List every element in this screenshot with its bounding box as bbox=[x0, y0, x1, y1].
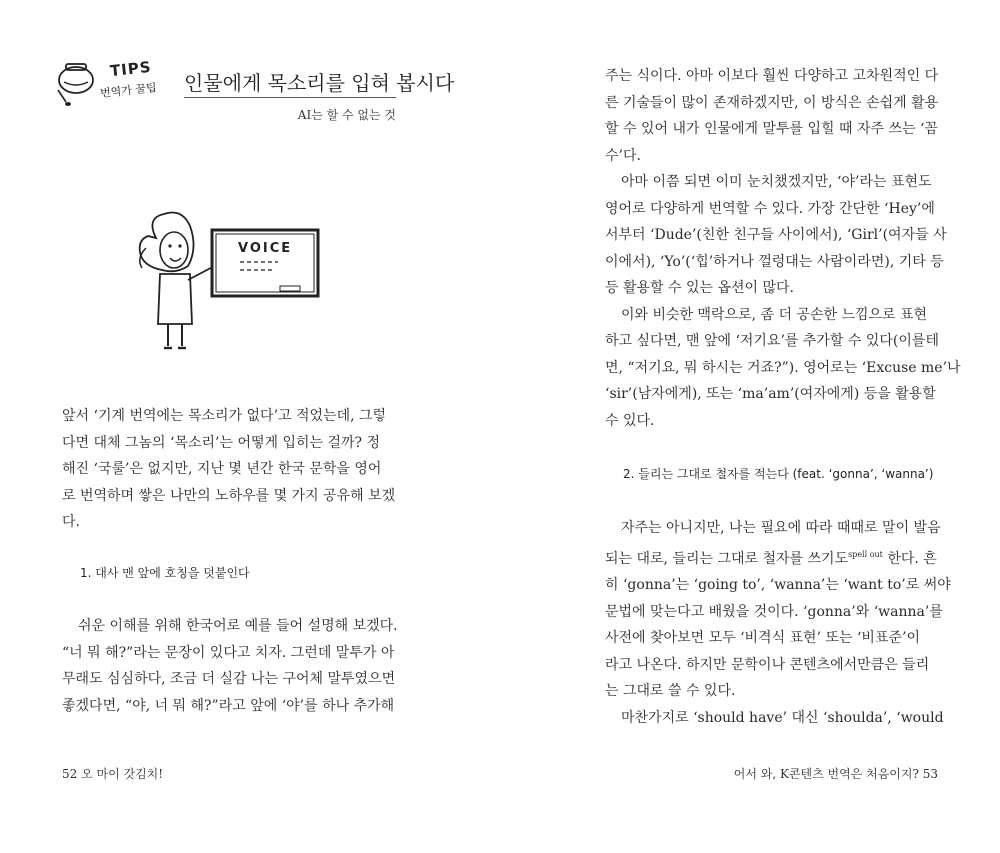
text-line: 좋겠다면, “야, 너 뭐 해?”라고 앞에 ‘야’를 하나 추가해 bbox=[62, 697, 395, 714]
text-line: 다면 대체 그놈의 ‘목소리’는 어떻게 입히는 걸까? 정 bbox=[62, 434, 381, 451]
text-line: 이와 비슷한 맥락으로, 좀 더 공손한 느낌으로 표현 bbox=[621, 306, 928, 323]
text-line: 주는 식이다. 아마 이보다 훨씬 다양하고 고차원적인 다 bbox=[605, 68, 939, 84]
text-line bbox=[605, 542, 943, 573]
text-line: 수 있다. bbox=[605, 412, 655, 429]
text-line: 로 번역하며 쌓은 나만의 노하우를 몇 가지 공유해 보겠 bbox=[62, 487, 396, 504]
section-heading-2: 2. 들리는 그대로 철자를 적는다 (feat. ‘gonna’, ‘wanna’) bbox=[623, 467, 934, 481]
text-line: 자주는 아니지만, 나는 필요에 따라 때때로 말이 발음 bbox=[621, 520, 941, 536]
text-line: 수’다. bbox=[605, 147, 641, 164]
text-line: 면, “저기요, 뭐 하시는 거죠?”). 영어로는 ‘Excuse me’나 bbox=[605, 359, 961, 376]
right-folio: 어서 와, K콘텐츠 번역은 처음이지? 53 bbox=[733, 767, 938, 781]
text-line: 른 기술들이 많이 존재하겠지만, 이 방식은 손쉽게 활용 bbox=[605, 94, 939, 111]
body-paragraph-2 bbox=[605, 515, 951, 731]
tips-sublabel: 번역가 꿀팁 bbox=[99, 81, 158, 100]
text-line: 마찬가지로 ‘should have’ 대신 ‘shoulda’, ‘would bbox=[621, 709, 944, 726]
text-line: 문법에 맞는다고 배웠을 것이다. ‘gonna’와 ‘wanna’를 bbox=[605, 603, 943, 620]
text-line: 서부터 ‘Dude’(친한 친구들 사이에서), ‘Girl’(여자들 사 bbox=[605, 227, 947, 243]
text-fragment: 되는 대로, 들리는 그대로 철자를 쓰기도 bbox=[605, 550, 849, 567]
text-line: 아마 이쯤 되면 이미 눈치챘겠지만, ‘야’라는 표현도 bbox=[621, 174, 932, 190]
text-line: 할 수 있어 내가 인물에게 말투를 입힐 때 자주 쓰는 ‘꼼 bbox=[605, 121, 938, 137]
text-line: 무래도 심심하다, 조금 더 실감 나는 구어체 말투였으면 bbox=[62, 671, 396, 687]
tips-label: TIPS bbox=[109, 57, 153, 81]
teacher-voice-illustration bbox=[128, 208, 324, 354]
title-divider bbox=[184, 97, 396, 98]
text-line: ‘sir’(남자에게), 또는 ‘ma’am’(여자에게) 등을 활용할 bbox=[605, 386, 936, 402]
text-line: 히 ‘gonna’는 ‘going to’, ‘wanna’는 ‘want to’로 써야 bbox=[605, 577, 951, 593]
text-line: 등 활용할 수 있는 옵션이 많다. bbox=[605, 280, 794, 296]
text-line: 라고 나온다. 하지만 문학이나 콘텐츠에서만큼은 들리 bbox=[605, 656, 930, 673]
intro-paragraph bbox=[62, 403, 398, 536]
text-line: 앞서 ‘기계 번역에는 목소리가 없다’고 적었는데, 그렇 bbox=[62, 408, 387, 424]
board-text: VOICE bbox=[238, 241, 293, 256]
text-line: 해진 ‘국룰’은 없지만, 지난 몇 년간 한국 문학을 영어 bbox=[62, 461, 382, 477]
text-line: 다. bbox=[62, 514, 80, 530]
text-line: 쉬운 이해를 위해 한국어로 예를 들어 설명해 보겠다. bbox=[78, 618, 398, 634]
section-heading-1: 1. 대사 맨 앞에 호칭을 덧붙인다 bbox=[80, 566, 250, 580]
text-line: 영어로 다양하게 번역할 수 있다. 가장 간단한 ‘Hey’에 bbox=[605, 200, 935, 217]
body-paragraph-1 bbox=[62, 613, 398, 719]
right-page bbox=[500, 0, 1000, 853]
superscript-note: spell out bbox=[848, 549, 883, 559]
text-fragment: 한다. 흔 bbox=[882, 550, 937, 567]
paragraph-continuation bbox=[605, 63, 961, 434]
text-line: 사전에 찾아보면 모두 ‘비격식 표현’ 또는 ‘비표준’이 bbox=[605, 630, 920, 646]
left-folio: 52 오 마이 갓김치! bbox=[62, 767, 164, 781]
text-line: 하고 싶다면, 맨 앞에 ‘저기요’를 추가할 수 있다(이를테 bbox=[605, 333, 939, 349]
chapter-subtitle: AI는 할 수 없는 것 bbox=[297, 108, 396, 122]
text-line: “너 뭐 해?”라는 문장이 있다고 치자. 그런데 말투가 아 bbox=[62, 644, 395, 661]
text-line: 는 그대로 쓸 수 있다. bbox=[605, 683, 736, 699]
text-line: 이에서), ‘Yo’(‘힙’하거나 껄렁대는 사람이라면), 기타 등 bbox=[605, 253, 944, 270]
chapter-title: 인물에게 목소리를 입혀 봅시다 bbox=[184, 71, 455, 95]
